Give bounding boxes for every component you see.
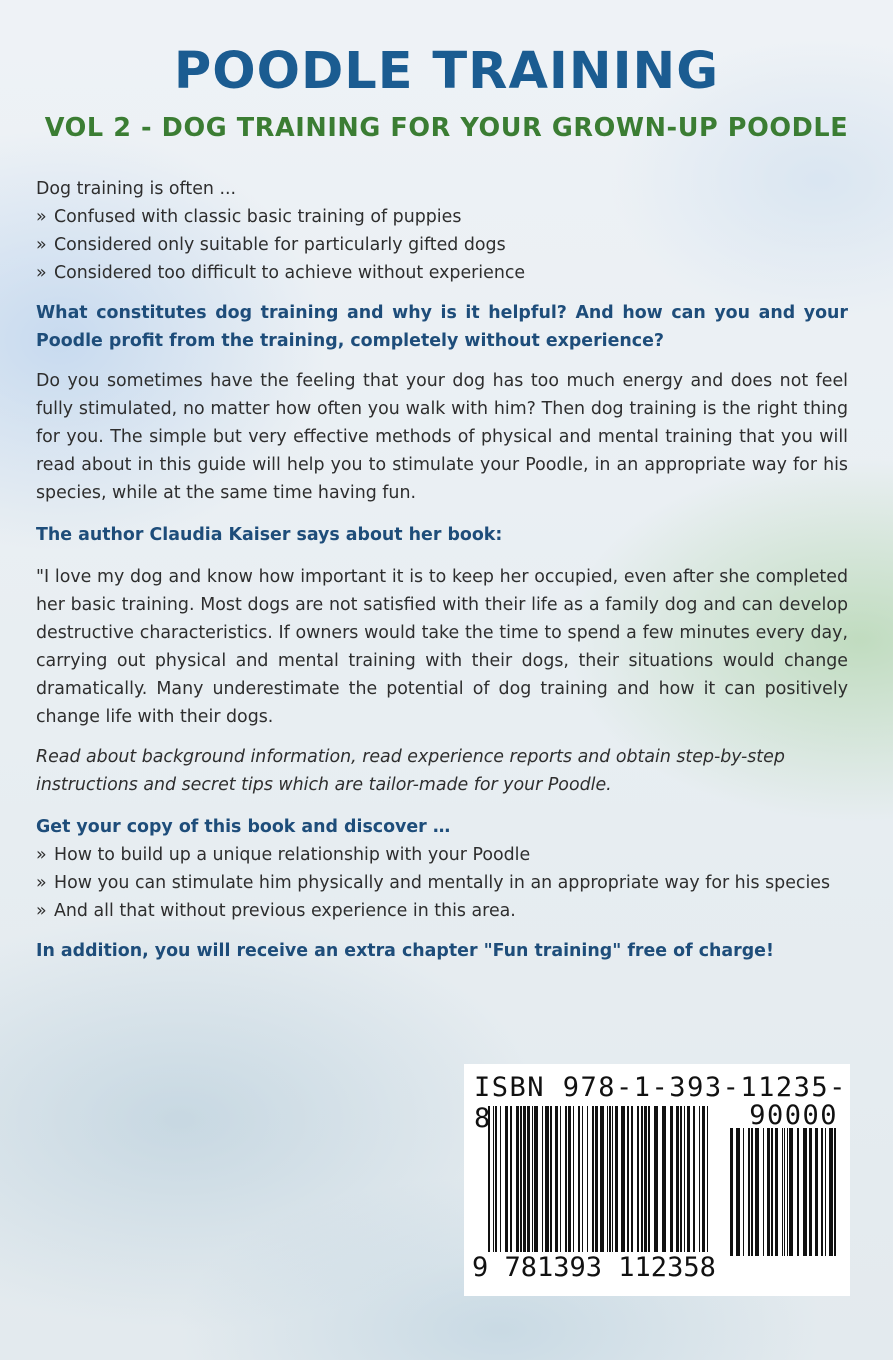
bullet-marker: » [36, 207, 47, 227]
bullet-marker: » [36, 235, 47, 255]
bullet-marker: » [36, 845, 47, 865]
barcode-bar [815, 1128, 818, 1256]
book-title: POODLE TRAINING [173, 42, 720, 101]
barcode-bar [834, 1128, 836, 1256]
barcode-bar [784, 1128, 785, 1256]
copy-bullet [36, 869, 848, 897]
copy-bullet-text: How to build up a unique relationship with your Poodle [54, 845, 531, 865]
barcode-bar [748, 1128, 750, 1256]
barcode-bar [751, 1128, 753, 1256]
intro-bullet-list [36, 203, 848, 287]
question-heading: What constitutes dog training and why is it helpful? And how can you and your Poodle profit from the training, completely without experience? [36, 303, 848, 351]
intro-bullet [36, 203, 848, 231]
isbn-label: ISBN 978-1-393-11235-8 [474, 1072, 847, 1134]
barcode-bar [771, 1128, 773, 1256]
ean-digits: 9 781393 112358 [472, 1252, 716, 1283]
intro-bullet-text: Confused with classic basic training of puppies [54, 207, 462, 227]
bullet-marker: » [36, 873, 47, 893]
bullet-marker: » [36, 901, 47, 921]
intro-bullet [36, 231, 848, 259]
intro-text: Dog training is often ... [36, 179, 237, 199]
barcode-bar [775, 1128, 778, 1256]
barcode-bar [743, 1128, 744, 1256]
barcode-bar [825, 1128, 826, 1256]
book-subtitle: VOL 2 - DOG TRAINING FOR YOUR GROWN-UP POODLE [44, 113, 849, 143]
barcode-bar [797, 1128, 799, 1256]
barcode-bar [782, 1128, 783, 1256]
intro-bullet [36, 259, 848, 287]
barcode-bar [755, 1128, 759, 1256]
blurb-content [36, 175, 848, 965]
barcode-bar [803, 1128, 807, 1256]
intro-bullet-text: Considered too difficult to achieve without experience [54, 263, 526, 283]
bonus-text: In addition, you will receive an extra chapter "Fun training" free of charge! [36, 941, 774, 961]
intro-bullet-text: Considered only suitable for particularly gifted dogs [54, 235, 506, 255]
isbn-barcode [464, 1064, 850, 1296]
description-paragraph: Do you sometimes have the feeling that your dog has too much energy and does not feel fully stimulated, no matter how often you walk with him? Then dog training is the right thing for you. The simple but very effective methods of physical and mental training that you will read about in this guide will help you to stimulate your Poodle, in an appropriate way for his species, while at the same time having fun. [36, 371, 848, 503]
copy-bullet [36, 841, 848, 869]
barcode-bar [730, 1128, 733, 1256]
bullet-marker: » [36, 263, 47, 283]
author-heading: The author Claudia Kaiser says about her book: [36, 525, 503, 545]
addon-code: 90000 [749, 1100, 838, 1131]
barcode-bar [767, 1128, 770, 1256]
read-more-paragraph: Read about background information, read experience reports and obtain step-by-step instructions and secret tips which are tailor-made for your Poodle. [36, 747, 785, 795]
barcode-bar [829, 1128, 833, 1256]
copy-bullet [36, 897, 848, 925]
copy-bullet-list [36, 841, 848, 925]
barcode-bar [787, 1128, 788, 1256]
barcode-bar [789, 1128, 793, 1256]
copy-bullet-text: How you can stimulate him physically and mentally in an appropriate way for his species [54, 873, 831, 893]
barcode-bar [736, 1128, 740, 1256]
copy-bullet-text: And all that without previous experience in this area. [54, 901, 516, 921]
copy-heading: Get your copy of this book and discover … [36, 817, 451, 837]
barcode-bar [763, 1128, 764, 1256]
barcode-bar [821, 1128, 823, 1256]
barcode-bar [809, 1128, 812, 1256]
author-quote: "I love my dog and know how important it is to keep her occupied, even after she completed her basic training. Most dogs are not satisfied with their life as a family dog and can develop destructive characteristics. If owners would take the time to spend a few minutes every day, carrying out physical and mental training with their dogs, their situations would change dramatically. Many underestimate the potential of dog training and how it can positively change life with their dogs. [36, 567, 848, 727]
